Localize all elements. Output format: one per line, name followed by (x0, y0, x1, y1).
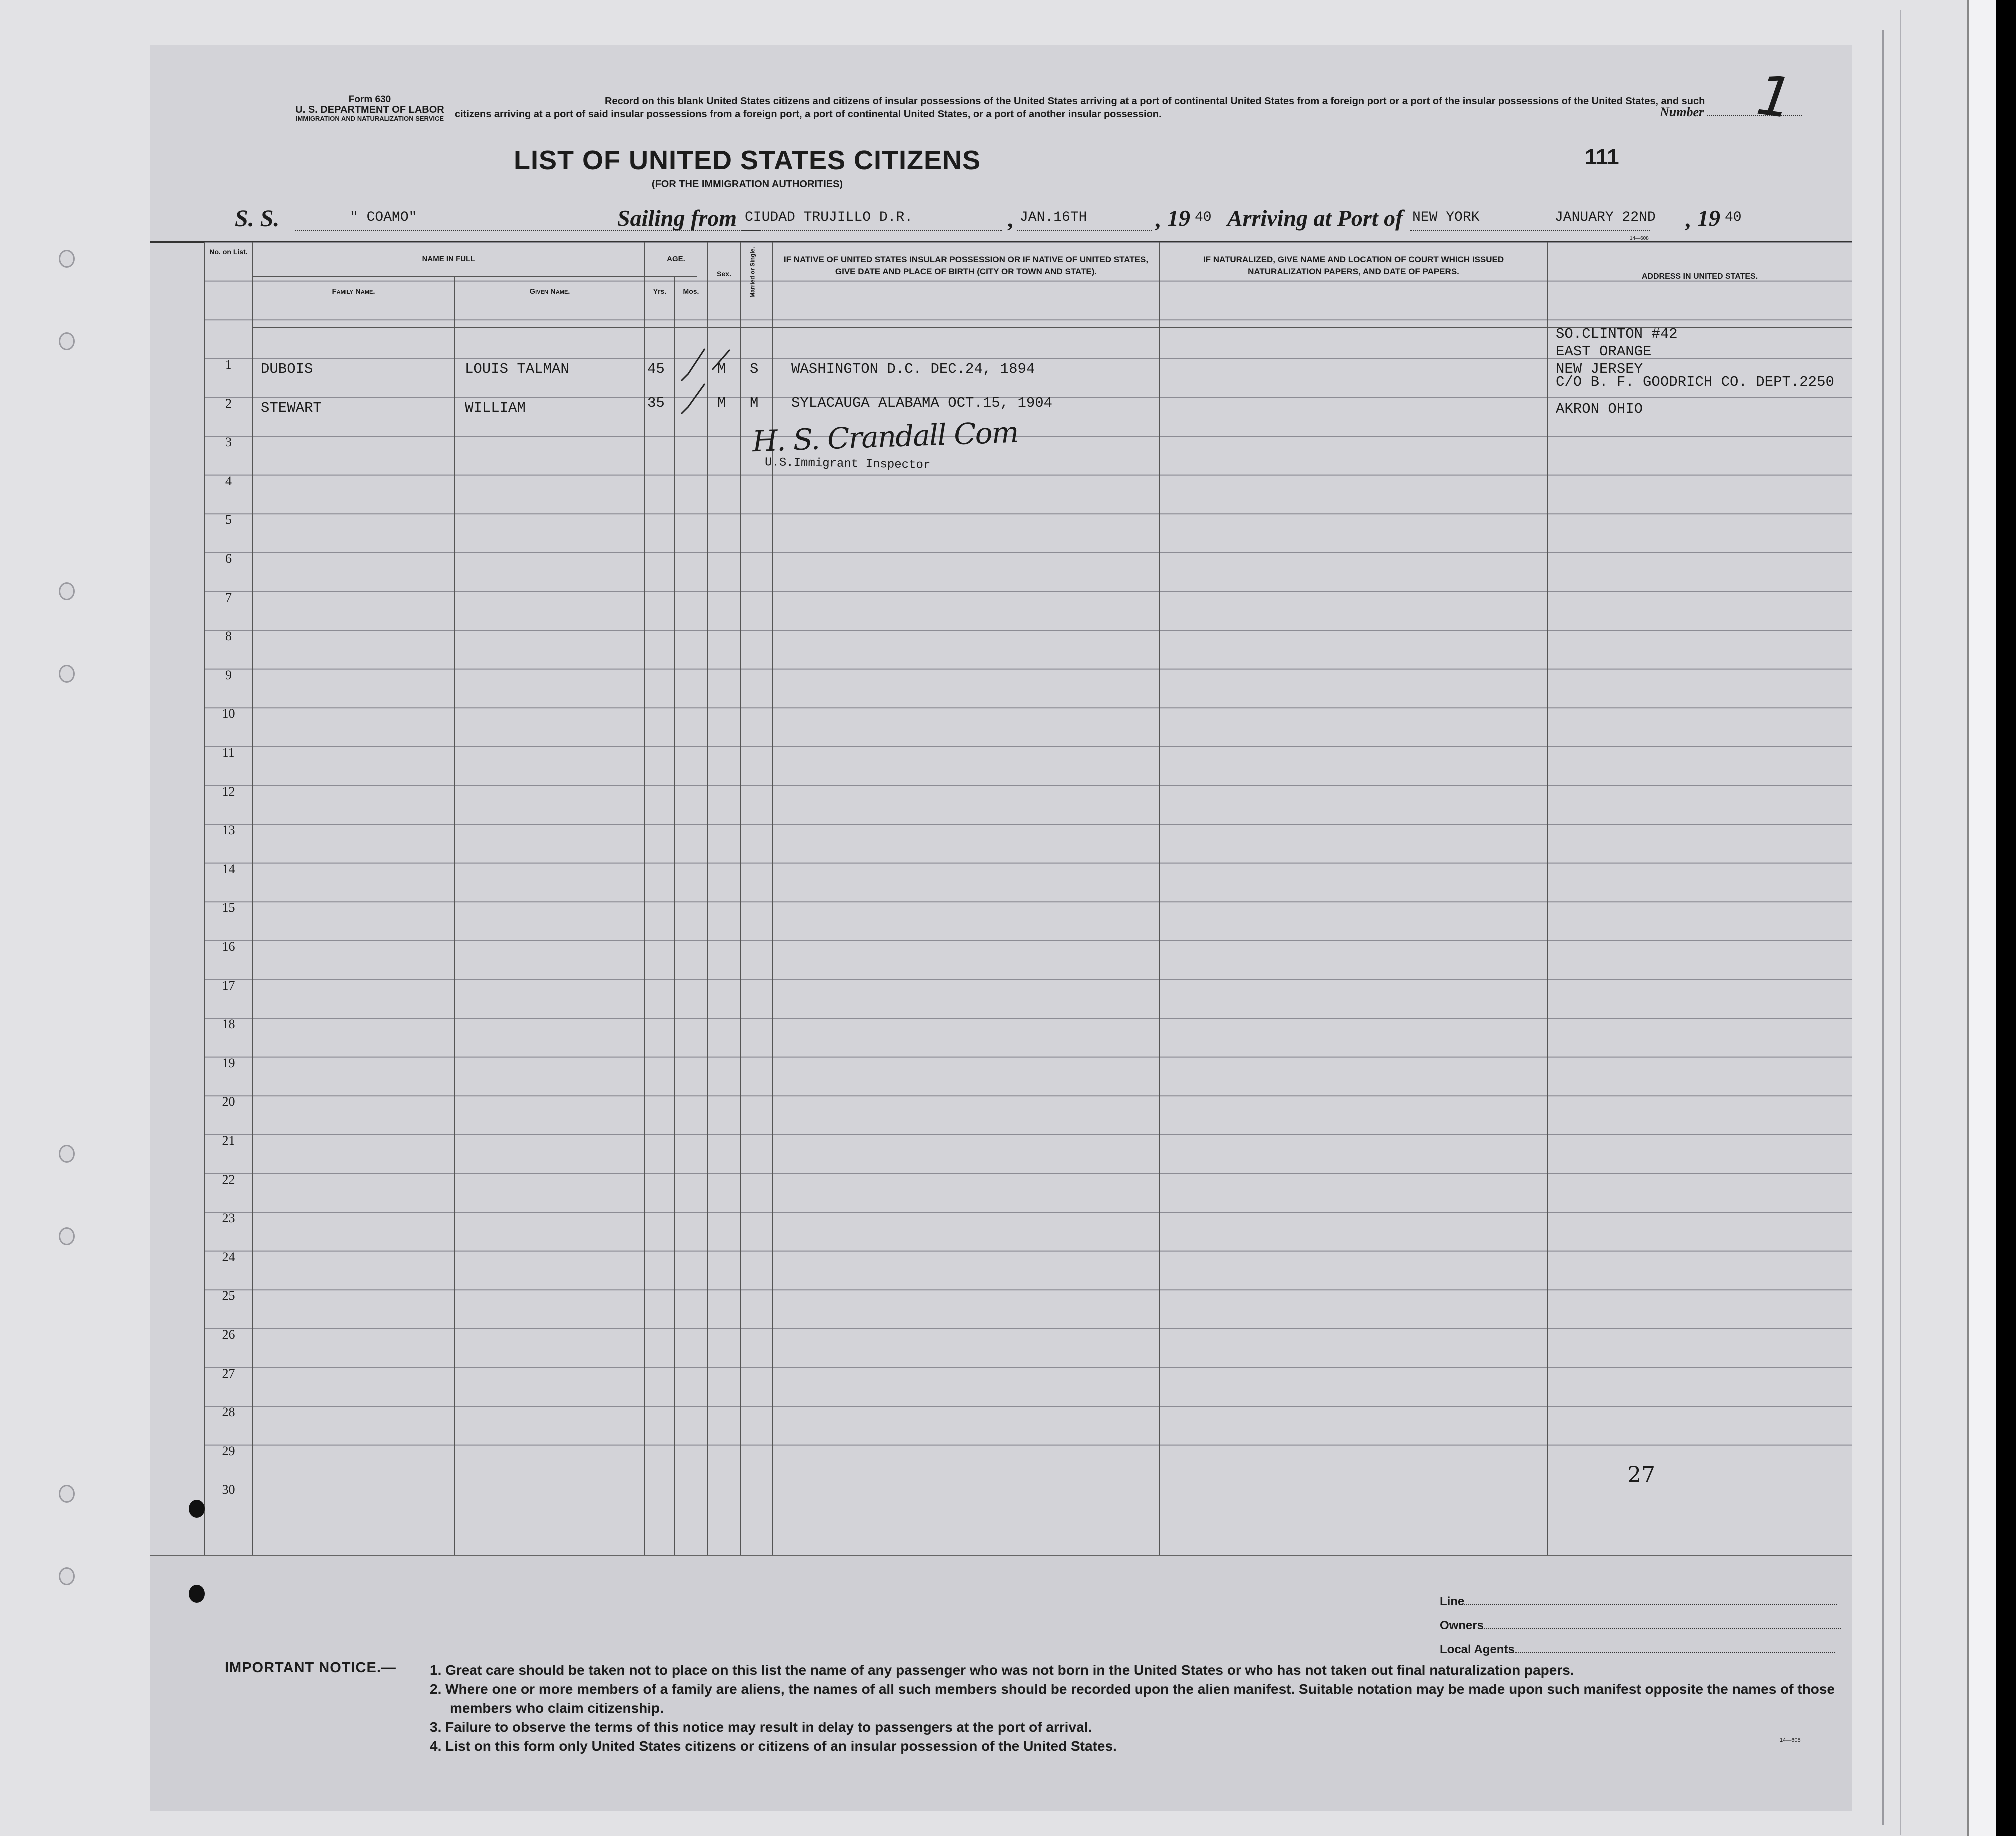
owners-label: Owners (1440, 1619, 1484, 1632)
row-number: 20 (222, 1094, 235, 1109)
arriving-label: Arriving at Port of (1227, 205, 1403, 231)
row-number: 22 (222, 1172, 235, 1187)
binder-hole (59, 1485, 75, 1503)
binder-hole (59, 1227, 75, 1245)
row-number: 12 (222, 784, 235, 799)
page-edge (1967, 0, 1996, 1836)
entry-1-address-line-2: EAST ORANGE (1556, 343, 1652, 360)
binder-hole (59, 1567, 75, 1585)
sailing-date: JAN.16TH (1020, 210, 1087, 225)
binder-hole (59, 250, 75, 268)
handwritten-number: 1 (1753, 62, 1797, 131)
entry-2-address-line-2: AKRON OHIO (1556, 401, 1643, 417)
row-number: 28 (222, 1405, 235, 1420)
page-edge (1900, 10, 1901, 1835)
sailing-from: CIUDAD TRUJILLO D.R. (745, 210, 913, 225)
col-header-sex: Sex. (717, 270, 731, 278)
inspector-title: U.S.Immigrant Inspector (764, 456, 931, 472)
entry-1-address-line-3: NEW JERSEY (1556, 361, 1643, 377)
department-name: U. S. DEPARTMENT OF LABOR (295, 104, 444, 115)
entry-1-given-name: LOUIS TALMAN (465, 361, 569, 377)
notice-item: 4. List on this form only United States citizens or citizens of an insular possession of the United States. (430, 1738, 1117, 1754)
row-number: 6 (225, 551, 232, 566)
notice-heading: IMPORTANT NOTICE.— (225, 1660, 396, 1676)
entry-1-age: 45 (647, 361, 665, 377)
entry-2-birth: SYLACAUGA ALABAMA OCT.15, 1904 (791, 395, 1053, 411)
sailing-year-prefix: 19 (1167, 205, 1190, 231)
row-number: 25 (222, 1288, 235, 1303)
entry-2-given-name: WILLIAM (465, 400, 526, 416)
entry-1-address-line-1: SO.CLINTON #42 (1556, 326, 1678, 342)
col-header-marital: Married or Single. (749, 247, 756, 298)
binder-hole (59, 1145, 75, 1163)
row-number: 11 (222, 745, 235, 760)
stamp-number: 111 (1585, 145, 1619, 169)
entry-1-family-name: DUBOIS (261, 361, 313, 377)
arrival-year-prefix: 19 (1697, 205, 1720, 231)
row-number: 26 (222, 1327, 235, 1342)
service-name: IMMIGRATION AND NATURALIZATION SERVICE (295, 114, 444, 122)
sailing-year: 40 (1195, 210, 1212, 225)
row-number: 10 (222, 706, 235, 721)
row-number: 9 (225, 667, 232, 682)
notice-item: 2. Where one or more members of a family are aliens, the names of all such members should be recorded upon the alien manifest. Suitable notation may be made upon such manifest opposite the names of those members who claim citizenship. (430, 1681, 1835, 1716)
line-field (1440, 1595, 1837, 1609)
row-number: 8 (225, 629, 232, 644)
notice-item: 1. Great care should be taken not to place on this list the name of any passenger who was not born in the United States or who has not taken out final naturalization papers. (430, 1662, 1574, 1678)
row-number: 19 (222, 1055, 235, 1070)
row-number: 30 (222, 1482, 235, 1497)
line-label: Line (1440, 1595, 1465, 1608)
row-number: 3 (225, 435, 232, 450)
row-number: 13 (222, 823, 235, 838)
entry-2-sex: M (717, 395, 726, 411)
entry-2-address-line-1: C/O B. F. GOODRICH CO. DEPT.2250 (1556, 374, 1834, 390)
number-label: Number (1660, 105, 1704, 119)
entry-2-marital: M (750, 395, 759, 411)
row-number: 24 (222, 1249, 235, 1264)
binder-hole (59, 582, 75, 600)
ship-name: " COAMO" (350, 210, 417, 225)
binder-hole (59, 665, 75, 683)
sailing-label: Sailing from (617, 205, 737, 231)
agents-field (1440, 1643, 1835, 1657)
form-title: LIST OF UNITED STATES CITIZENS (514, 145, 981, 175)
number-field (1660, 105, 1840, 120)
col-header-yrs: Yrs. (653, 287, 667, 295)
entry-2-family-name: STEWART (261, 400, 322, 416)
entry-1-marital: S (750, 361, 759, 377)
owners-field (1440, 1619, 1841, 1633)
row-number: 5 (225, 512, 232, 527)
entry-1-sex: M (717, 361, 726, 377)
punch-mark (189, 1500, 205, 1518)
inspector-signature: H. S. Crandall Com (751, 415, 1019, 459)
printer-mark: 14—608 (1630, 236, 1649, 241)
row-number: 27 (222, 1366, 235, 1381)
row-number: 15 (222, 900, 235, 915)
entry-1-birth: WASHINGTON D.C. DEC.24, 1894 (791, 361, 1035, 377)
form-number: Form 630 (348, 94, 391, 105)
col-header-birth: IF NATIVE OF UNITED STATES INSULAR POSSESSION OR IF NATIVE OF UNITED STATES, GIVE DATE AND PLACE OF BIRTH (CITY OR TOWN AND STATE). (783, 255, 1149, 276)
ship-label: S. S. (235, 205, 280, 232)
row-number: 14 (222, 861, 235, 876)
arrival-port: NEW YORK (1412, 210, 1480, 225)
check-marks (677, 345, 737, 415)
binder-hole (59, 332, 75, 350)
col-header-no: No. on List. (209, 248, 248, 256)
form-instructions: Record on this blank United States citizens and citizens of insular possessions of the United States arriving at a port of continental United States from a foreign port or a port of the insular possessions of the United States, and such citizens arriving at a port of said insular possessions from a foreign port, a port of continental United States, or a port of another insular possession. (455, 96, 1705, 120)
row-number: 21 (222, 1133, 235, 1148)
arrival-date: JANUARY 22ND (1555, 210, 1656, 225)
row-number: 2 (225, 396, 232, 411)
row-number: 29 (222, 1443, 235, 1458)
row-number: 16 (222, 939, 235, 954)
row-number: 18 (222, 1017, 235, 1032)
row-number: 7 (225, 590, 232, 605)
col-header-name-in-full: NAME IN FULL (422, 255, 475, 263)
margin-note: 27 (1627, 1462, 1655, 1488)
col-header-mos: Mos. (683, 287, 699, 295)
arrival-year: 40 (1725, 210, 1742, 225)
agents-label: Local Agents (1440, 1643, 1515, 1656)
row-number: 17 (222, 978, 235, 993)
col-header-address: ADDRESS IN UNITED STATES. (1641, 272, 1758, 281)
row-number: 1 (225, 357, 232, 372)
row-number: 23 (222, 1211, 235, 1226)
col-header-naturalized: IF NATURALIZED, GIVE NAME AND LOCATION OF COURT WHICH ISSUED NATURALIZATION PAPERS, AND DATE OF PAPERS. (1203, 255, 1504, 276)
col-header-given-name: Given Name. (529, 287, 570, 296)
citizens-list-form: Form 630 U. S. DEPARTMENT OF LABOR IMMIGRATION AND NATURALIZATION SERVICE Record on this blank United States citizens and citizens of insular possessions of the United States arriving at a port of continental United States from a foreign port or a port of the insular possessions of the United States, and such citizens arriving at a port of said insular possessions from a foreign port, a port of continental United States, or a port of another insular possession. Number 1 LIST OF UNITED STATES CITIZENS (FOR THE IMMIGRATION AUTHORITIES) 111 S. S. " COAMO" Sailing from CIUDAD TRUJILLO D.R. , JAN.16TH , 19 40 Arriving at Port of NEW YORK JANUARY 22ND , 19 40 14—608 No. on List. NAME IN FULL Family Name. Given Name. AGE. Yrs. Mos. Sex. Married or Single. IF NATIVE OF UNITED STATES INSULAR POSSESSION OR IF NATIVE OF UNITED STATES, GIVE DATE AND PLACE OF BIRTH (CITY OR TOWN AND STATE). IF NATURALIZED, GIVE NAME AND LOCATION OF COURT WHICH ISSUED NATURALIZATION PAPERS, AND DATE OF PAPERS. ADDRESS IN UNITED STATES. 1 2 3 4 5 6 7 8 9 10 11 12 13 14 15 16 17 18 19 20 21 22 23 24 25 26 27 28 29 30 DUBOIS LOUIS TALMAN 45 M S WASHINGTON D.C. DEC.24, 1894 SO.CLINTON #42 EAST ORANGE NEW JERSEY STEWART WILLIAM 35 M M SYLACAUGA ALABAMA OCT.15, 1904 C/O B. F. GOODRICH CO. DEPT.2250 AKRON OHIO H. S. Crandall Com U.S.Immigrant Inspector 27 Line Owners Local Agents IMPORTANT NOTICE.— 1. Great care should be taken not to place on this list the name of any passenger who was not born in the United States or who has not taken out final naturalization papers. 2. Where one or more members of a family are aliens, the names of all such members should be recorded upon the alien manifest. Suitable notation may be made upon such manifest opposite the names of those members who claim citizenship. 3. Failure to observe the terms of this notice may result in delay to passengers at the port of arrival. 4. List on this form only United States citizens or citizens of an insular possession of the United States. 14—608 (150, 45, 1852, 1810)
col-header-family-name: Family Name. (332, 287, 375, 296)
notice-item: 3. Failure to observe the terms of this notice may result in delay to passengers at the port of arrival. (430, 1719, 1092, 1735)
punch-mark (189, 1585, 205, 1603)
form-code: 14—608 (1780, 1737, 1801, 1743)
entry-2-age: 35 (647, 395, 665, 411)
row-number: 4 (225, 473, 232, 488)
form-subtitle: (FOR THE IMMIGRATION AUTHORITIES) (651, 179, 843, 190)
page-edge (1882, 30, 1884, 1825)
notice-list (430, 1661, 1850, 1756)
col-header-age: AGE. (667, 255, 685, 263)
